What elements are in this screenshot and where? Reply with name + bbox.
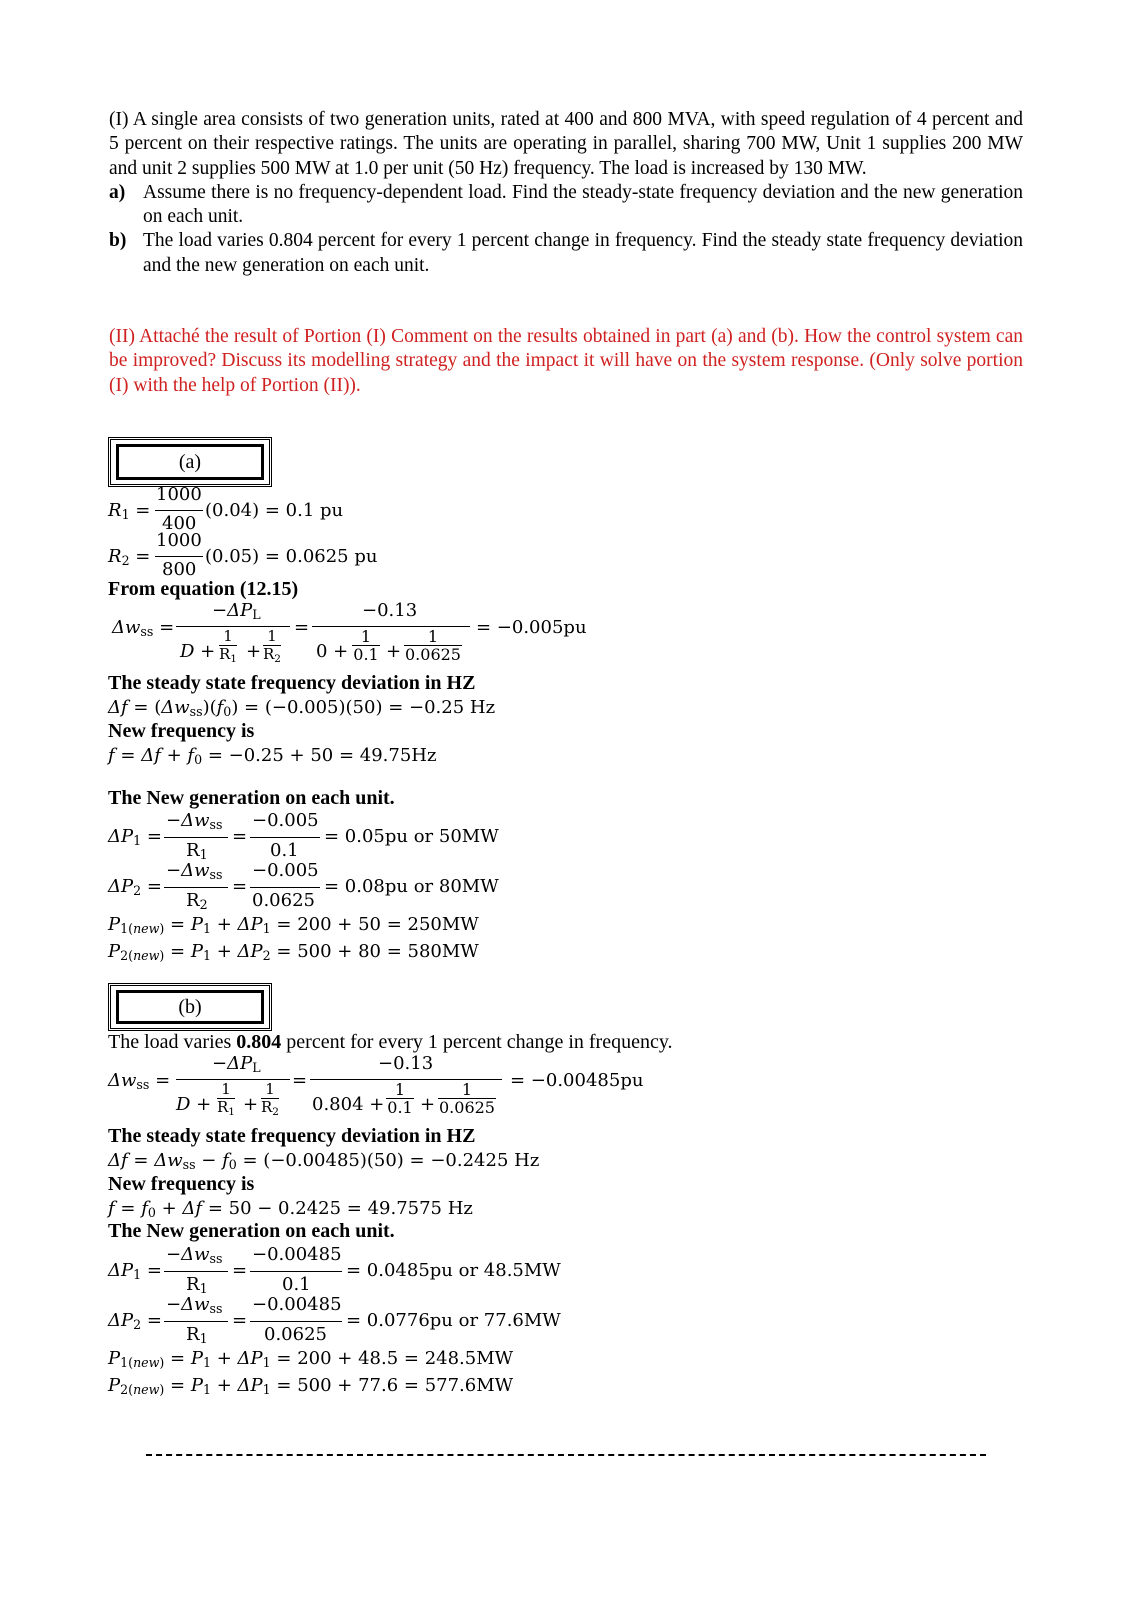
dwss-b-den-d: D + xyxy=(176,1094,212,1115)
dwss-den-r1: 1 $R_1$ xyxy=(219,627,237,665)
dp1-b-value: −0.00485 xyxy=(252,1244,342,1265)
newfreq-equation: $f = \Delta f + f_0 = -0.25 + 50 = 49.75Hz$ xyxy=(108,745,437,767)
r2-result: (0.05) = 0.0625 pu xyxy=(205,546,378,567)
newfreq-b-tail: = 50 − 0.2425 = 49.7575 Hz xyxy=(207,1198,473,1219)
dwss-den-plus: + xyxy=(246,641,262,662)
r1-symbol: $R_1$ = xyxy=(108,500,151,522)
dp2-b-equals: = xyxy=(232,1310,248,1331)
p2-b-new-tail: = 500 + 77.6 = 577.6MW xyxy=(276,1375,514,1396)
deviation-b-tail: = (−0.00485)(50) = −0.2425 Hz xyxy=(242,1150,540,1171)
dp2-b-num-symbol: $-\Delta w_{ss}$ xyxy=(166,1294,223,1316)
dwss-den-plus2: + xyxy=(386,641,402,662)
dp2-equals: = xyxy=(232,876,248,897)
dwss-b-den-plus: + xyxy=(243,1094,259,1115)
p2-new: $P_{2(new)} = P_1 + \Delta P_2 = 500 + 80 = 580MW$ xyxy=(108,941,479,963)
intro-pre: The load varies xyxy=(108,1031,232,1053)
dp2-b-value: −0.00485 xyxy=(252,1294,342,1315)
dp1-b-bar xyxy=(164,1271,228,1272)
item-text: Assume there is no frequency-dependent load. Find the steady-state frequency deviation and the new generation on each unit. xyxy=(143,181,1023,228)
question-item-a xyxy=(109,181,1023,230)
dwss-den-d: D + xyxy=(180,641,216,662)
p1-b-new-tail: = 200 + 48.5 = 248.5MW xyxy=(276,1348,514,1369)
dp2-b-bar xyxy=(164,1321,228,1322)
r1-fraction-bar xyxy=(155,510,203,511)
dwss-den-frac2: 1 0.0625 xyxy=(405,627,461,664)
dwss-result: = −0.005pu xyxy=(476,617,587,638)
part-a-label: (a) xyxy=(116,444,264,480)
r1-denominator: 400 xyxy=(162,513,197,534)
part-b-intro xyxy=(108,1031,673,1054)
r1-numerator: 1000 xyxy=(156,484,202,505)
dwss-symbol: $\Delta w_{ss}$ = xyxy=(112,617,175,639)
item-label: b) xyxy=(109,230,127,252)
intro-bold: 0.804 xyxy=(236,1031,282,1053)
dashed-separator xyxy=(146,1454,986,1456)
dp2-den-symbol: $R_2$ xyxy=(186,890,208,912)
r1-result: (0.04) = 0.1 pu xyxy=(205,500,344,521)
generation-b-heading: The New generation on each unit. xyxy=(108,1220,395,1242)
r2-denominator: 800 xyxy=(162,559,197,580)
dp1-den-symbol: $R_1$ xyxy=(186,840,208,862)
deviation-tail: ) = (−0.005)(50) = −0.25 Hz xyxy=(231,697,496,718)
dp1-value: −0.005 xyxy=(252,810,319,831)
generation-heading: The New generation on each unit. xyxy=(108,787,395,809)
p1-new-tail: = 200 + 50 = 250MW xyxy=(276,914,479,935)
part-b-label: (b) xyxy=(116,990,264,1024)
intro-post: percent for every 1 percent change in frequency. xyxy=(286,1031,673,1053)
p2-new-tail: = 500 + 80 = 580MW xyxy=(276,941,479,962)
portion-two xyxy=(109,325,1023,398)
dp1-b-symbol: $\Delta P_1$ = xyxy=(108,1260,162,1282)
r2-fraction-bar xyxy=(155,556,203,557)
from-equation: From equation (12.15) xyxy=(108,578,299,600)
dwss-b-equals: = xyxy=(292,1070,308,1091)
dwss-b-numerator: $-\Delta P_L$ xyxy=(212,1053,261,1075)
dp2-bar-2 xyxy=(250,887,320,888)
deviation-b-heading: The steady state frequency deviation in HZ xyxy=(108,1125,476,1147)
dwss-b-den-frac1: 1 0.1 xyxy=(387,1080,413,1117)
dwss-b-num-value: −0.13 xyxy=(378,1053,434,1074)
dp2-bar xyxy=(164,887,228,888)
dp1-b-den: 0.1 xyxy=(282,1274,311,1295)
question-block xyxy=(109,108,1023,278)
deviation-b-equation: $\Delta f = \Delta w_{ss} - f_0 = (-0.00485)(50) = -0.2425$ Hz xyxy=(108,1150,540,1172)
dp1-num-symbol: $-\Delta w_{ss}$ xyxy=(166,810,223,832)
frac1-den: 0.1 xyxy=(353,645,379,664)
newfreq-tail: = −0.25 + 50 = 49.75Hz xyxy=(207,745,437,766)
dwss-b-den-prefix: 0.804 + xyxy=(312,1094,385,1115)
dp2-b-bar-2 xyxy=(250,1321,342,1322)
dp2-value: −0.005 xyxy=(252,860,319,881)
dp2-result: = 0.08pu or 80MW xyxy=(324,876,499,897)
dp2-symbol: $\Delta P_2$ = xyxy=(108,876,162,898)
dwss-equals: = xyxy=(294,617,310,638)
p1-b-new: $P_{1(new)} = P_1 + \Delta P_1 = 200 + 48.5 = 248.5MW$ xyxy=(108,1348,514,1370)
dp1-b-bar-2 xyxy=(250,1271,342,1272)
dp1-b-result: = 0.0485pu or 48.5MW xyxy=(346,1260,561,1281)
dp1-den: 0.1 xyxy=(270,840,299,861)
dp2-b-den: 0.0625 xyxy=(264,1324,327,1345)
dwss-fraction-bar-2 xyxy=(312,626,470,627)
r2-numerator: 1000 xyxy=(156,530,202,551)
r2-symbol: $R_2$ = xyxy=(108,546,151,568)
deviation-heading: The steady state frequency deviation in HZ xyxy=(108,672,476,694)
dp1-bar xyxy=(164,837,228,838)
dwss-b-den-frac2: 1 0.0625 xyxy=(439,1080,495,1117)
p2-b-new: $P_{2(new)} = P_1 + \Delta P_1 = 500 + 77.6 = 577.6MW$ xyxy=(108,1375,514,1397)
question-item-b xyxy=(109,229,1023,278)
dwss-num-value: −0.13 xyxy=(362,600,418,621)
dwss-b-bar-2 xyxy=(310,1079,502,1080)
dp2-b-den-symbol: $R_1$ xyxy=(186,1324,208,1346)
dwss-den-frac1: 1 0.1 xyxy=(353,627,379,664)
item-text: The load varies 0.804 percent for every 1 percent change in frequency. Find the steady state frequency deviation and the new generation on each unit. xyxy=(143,230,1023,276)
dp1-b-num-symbol: $-\Delta w_{ss}$ xyxy=(166,1244,223,1266)
dp2-num-symbol: $-\Delta w_{ss}$ xyxy=(166,860,223,882)
dp1-symbol: $\Delta P_1$ = xyxy=(108,826,162,848)
portion-two-text: (II) Attaché the result of Portion (I) Comment on the results obtained in part (a) and (b). How the control system can be improved? Discuss its modelling strategy and the impact it will have on the system response. (Only solve portion (I) with the help of Portion (II)). xyxy=(109,326,1023,396)
frac2-den: 0.0625 xyxy=(439,1098,495,1117)
dp1-bar-2 xyxy=(250,837,320,838)
newfreq-b-heading: New frequency is xyxy=(108,1173,255,1195)
dwss-b-den-r2: 1 $R_2$ xyxy=(261,1080,279,1118)
dp1-b-equals: = xyxy=(232,1260,248,1281)
dwss-b-den-r1: 1 $R_1$ xyxy=(217,1080,235,1118)
newfreq-b-equation: $f = f_0 + \Delta f = 50 - 0.2425 = 49.7575$ Hz xyxy=(108,1198,473,1220)
dp1-b-den-symbol: $R_1$ xyxy=(186,1274,208,1296)
dp2-b-result: = 0.0776pu or 77.6MW xyxy=(346,1310,561,1331)
dwss-den-r2: 1 $R_2$ xyxy=(263,627,281,665)
dp2-den: 0.0625 xyxy=(252,890,315,911)
frac2-den: 0.0625 xyxy=(405,645,461,664)
dwss-den-prefix: 0 + xyxy=(316,641,349,662)
question-intro: (I) A single area consists of two generation units, rated at 400 and 800 MVA, with speed regulation of 4 percent and 5 percent on their respective ratings. The units are operating in parallel, sharing 700 MW, Unit 1 supplies 200 MW and unit 2 supplies 500 MW at 1.0 per unit (50 Hz) frequency. The load is increased by 130 MW. xyxy=(109,109,1023,179)
dp1-result: = 0.05pu or 50MW xyxy=(324,826,499,847)
dwss-b-symbol: $\Delta w_{ss}$ = xyxy=(108,1070,171,1092)
dwss-numerator: $-\Delta P_L$ xyxy=(212,600,261,622)
p1-new: $P_{1(new)} = P_1 + \Delta P_1 = 200 + 50 = 250MW$ xyxy=(108,914,479,936)
deviation-equation: $\Delta f = (\Delta w_{ss})(f_0) = (-0.005)(50) = -0.25$ Hz xyxy=(108,697,496,719)
dp2-b-symbol: $\Delta P_2$ = xyxy=(108,1310,162,1332)
newfreq-heading: New frequency is xyxy=(108,720,255,742)
dwss-b-den-plus2: + xyxy=(420,1094,436,1115)
item-label: a) xyxy=(109,181,126,203)
frac1-den: 0.1 xyxy=(387,1098,413,1117)
dwss-b-result: = −0.00485pu xyxy=(510,1070,644,1091)
dp1-equals: = xyxy=(232,826,248,847)
